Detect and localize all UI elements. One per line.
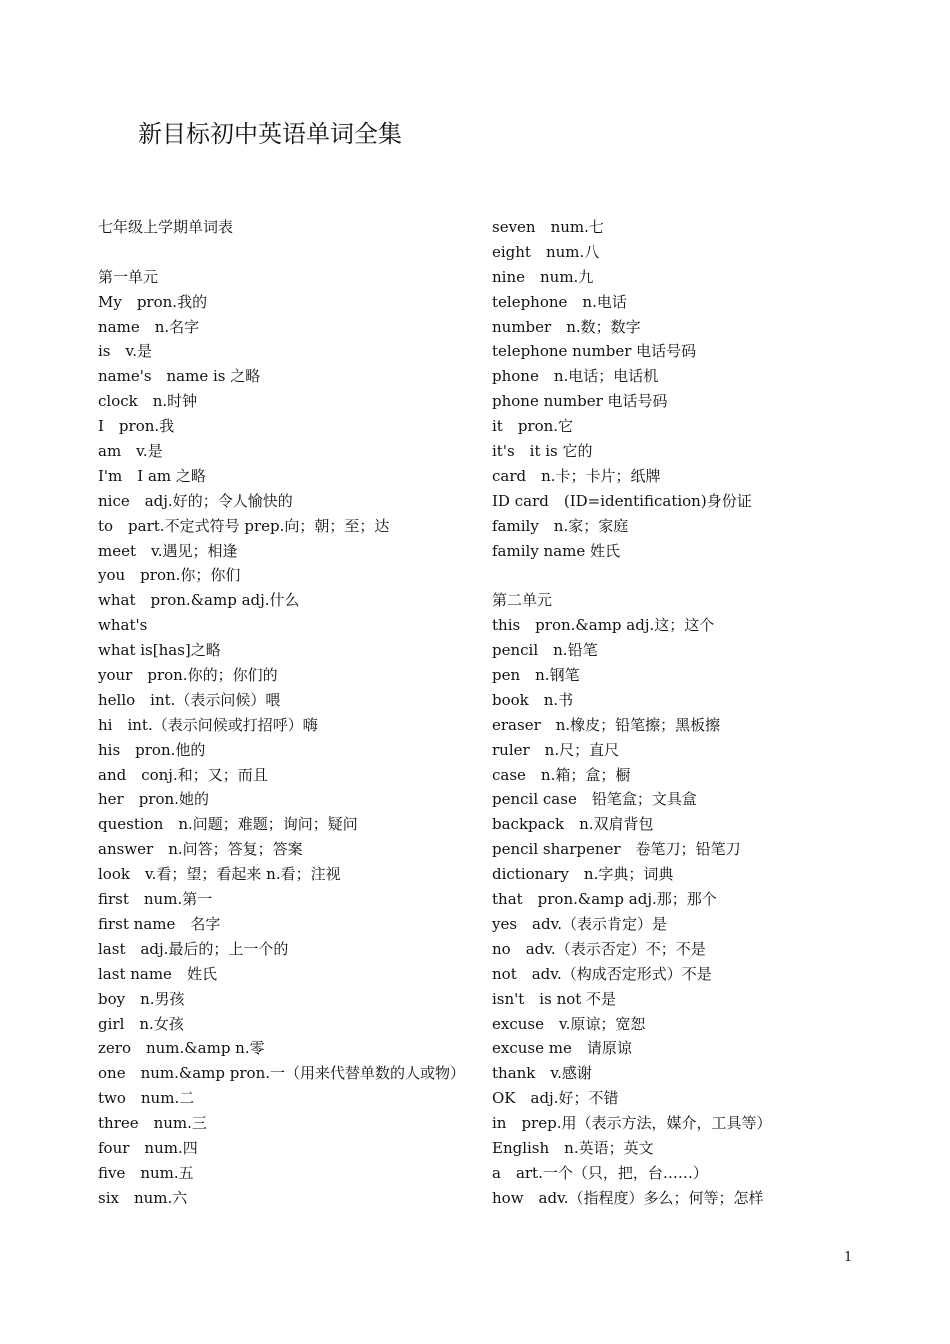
- vocab-entry: it pron.它: [492, 417, 574, 436]
- vocab-entry: to part.不定式符号 prep.向；朝；至；达: [98, 516, 390, 535]
- vocab-entry: hi int.（表示问候或打招呼）嗨: [98, 715, 318, 734]
- vocab-entry: one num.&amp pron.一（用来代替单数的人或物）: [98, 1064, 466, 1083]
- vocab-entry: thank v.感谢: [492, 1064, 592, 1083]
- document-title: 新目标初中英语单词全集: [138, 120, 402, 148]
- vocab-entry: question n.问题；难题；询问；疑问: [98, 815, 358, 834]
- vocab-entry: card n.卡；卡片；纸牌: [492, 466, 661, 485]
- vocab-entry: three num.三: [98, 1114, 207, 1133]
- vocab-entry: 七年级上学期单词表: [98, 218, 234, 236]
- vocab-entry: her pron.她的: [98, 790, 209, 809]
- vocab-entry: his pron.他的: [98, 740, 206, 759]
- vocab-entry: 第一单元: [98, 267, 159, 286]
- vocab-entry: five num.五: [98, 1163, 194, 1182]
- vocab-entry: excuse me 请原谅: [492, 1039, 632, 1058]
- vocab-entry: answer n.问答；答复；答案: [98, 840, 303, 859]
- vocab-entry: pencil n.铅笔: [492, 641, 598, 660]
- vocab-entry: hello int.（表示问候）喂: [98, 690, 281, 709]
- vocab-entry: backpack n.双肩背包: [492, 815, 654, 834]
- vocab-entry: number n.数；数字: [492, 317, 641, 336]
- vocab-entry: telephone number 电话号码: [492, 342, 697, 361]
- right-vocabulary-column: [492, 215, 912, 1211]
- vocab-entry: girl n.女孩: [98, 1014, 184, 1033]
- vocab-entry: dictionary n.字典；词典: [492, 865, 674, 884]
- vocab-entry: no adv.（表示否定）不；不是: [492, 939, 706, 958]
- vocab-entry: book n.书: [492, 690, 574, 709]
- vocab-entry: English n.英语；英文: [492, 1138, 654, 1157]
- vocab-entry: My pron.我的: [98, 292, 208, 311]
- vocab-entry: excuse v.原谅；宽恕: [492, 1014, 646, 1033]
- vocab-entry: what's: [98, 616, 148, 635]
- vocab-entry: how adv.（指程度）多么；何等；怎样: [492, 1188, 764, 1207]
- vocab-entry: zero num.&amp n.零: [98, 1039, 265, 1058]
- page-number: 1: [844, 1250, 853, 1265]
- vocab-entry: pen n.钢笔: [492, 666, 580, 685]
- blank-line: [98, 240, 478, 265]
- vocab-entry: 第二单元: [492, 591, 553, 610]
- vocab-entry: what is[has]之略: [98, 641, 221, 660]
- vocab-entry: phone n.电话；电话机: [492, 367, 659, 386]
- vocab-entry: name n.名字: [98, 317, 200, 336]
- vocab-entry: is v.是: [98, 342, 152, 361]
- vocab-entry: nice adj.好的；令人愉快的: [98, 491, 293, 510]
- left-vocabulary-column: [98, 215, 478, 1211]
- vocab-entry: phone number 电话号码: [492, 392, 668, 411]
- vocab-entry: pencil sharpener 卷笔刀；铅笔刀: [492, 840, 741, 859]
- vocab-entry: OK adj.好；不错: [492, 1089, 619, 1108]
- vocab-entry: in prep.用（表示方法，媒介，工具等）: [492, 1114, 772, 1133]
- vocab-entry: family n.家；家庭: [492, 516, 629, 535]
- vocab-entry: isn't is not 不是: [492, 989, 617, 1008]
- vocab-entry: two num.二: [98, 1089, 195, 1108]
- vocab-entry: eight num.八: [492, 242, 600, 261]
- vocab-entry: yes adv.（表示肯定）是: [492, 914, 668, 933]
- vocab-entry: telephone n.电话: [492, 292, 627, 311]
- vocab-entry: clock n.时钟: [98, 392, 198, 411]
- vocab-entry: I pron.我: [98, 417, 175, 436]
- vocab-entry: meet v.遇见；相逢: [98, 541, 238, 560]
- vocab-entry: ruler n.尺；直尺: [492, 740, 620, 759]
- vocab-entry: seven num.七: [492, 218, 604, 236]
- vocab-entry: name's name is 之略: [98, 367, 261, 386]
- vocab-entry: four num.四: [98, 1138, 198, 1157]
- vocab-entry: boy n.男孩: [98, 989, 185, 1008]
- vocab-entry: family name 姓氏: [492, 541, 621, 560]
- vocab-entry: your pron.你的；你们的: [98, 666, 278, 685]
- vocab-entry: nine num.九: [492, 267, 594, 286]
- blank-line: [492, 563, 912, 588]
- vocab-entry: a art.一个（只，把，台……）: [492, 1163, 708, 1182]
- vocab-entry: this pron.&amp adj.这；这个: [492, 616, 715, 635]
- vocab-entry: look v.看；望；看起来 n.看；注视: [98, 865, 341, 884]
- vocab-entry: first num.第一: [98, 890, 213, 909]
- vocab-entry: it's it is 它的: [492, 442, 593, 461]
- vocab-entry: am v.是: [98, 442, 163, 461]
- vocab-entry: that pron.&amp adj.那；那个: [492, 890, 717, 909]
- vocab-entry: and conj.和；又；而且: [98, 765, 268, 784]
- vocab-entry: six num.六: [98, 1188, 188, 1207]
- vocab-entry: what pron.&amp adj.什么: [98, 591, 300, 610]
- vocab-entry: not adv.（构成否定形式）不是: [492, 964, 712, 983]
- vocab-entry: eraser n.橡皮；铅笔擦；黑板擦: [492, 715, 721, 734]
- vocab-entry: last adj.最后的；上一个的: [98, 939, 289, 958]
- vocab-entry: I'm I am 之略: [98, 466, 206, 485]
- vocab-entry: case n.箱；盒；橱: [492, 765, 631, 784]
- vocab-entry: ID card (ID=identification)身份证: [492, 491, 752, 510]
- vocab-entry: first name 名字: [98, 914, 221, 933]
- vocab-entry: you pron.你；你们: [98, 566, 241, 585]
- vocab-entry: pencil case 铅笔盒；文具盒: [492, 790, 697, 809]
- vocab-entry: last name 姓氏: [98, 964, 217, 983]
